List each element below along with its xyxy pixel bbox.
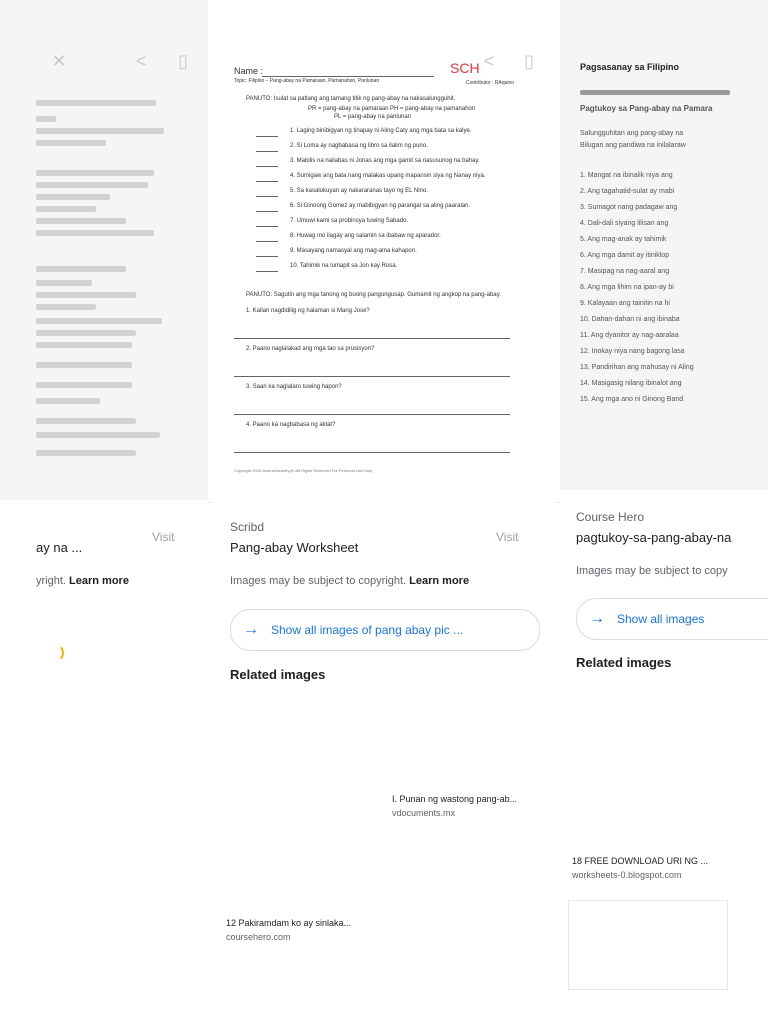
worksheet-school-logo: SCH: [450, 60, 480, 76]
loading-spinner-icon: [46, 644, 64, 662]
center-learn-more-link[interactable]: Learn more: [409, 575, 470, 587]
worksheet-item: 6. Si Ginoong Gomez ay mabibigyan ng parangal sa aling paaralan.: [290, 203, 471, 209]
related-source[interactable]: vdocuments.mx: [392, 808, 456, 818]
worksheet-contributor: Contributor : RAquino: [466, 80, 515, 86]
show-all-label: Show all images of pang abay pic ...: [271, 623, 464, 637]
center-copyright-text: [230, 575, 469, 587]
worksheet-item: 10. Tahimik na lumapit sa Jon kay Rosa.: [290, 263, 398, 269]
right-worksheet-line: 7. Masipag na nag-aaral ang: [580, 268, 670, 275]
worksheet-item: 9. Masayang namasyal ang mag-ama kahapon.: [290, 248, 417, 254]
right-result-title[interactable]: pagtukoy-sa-pang-abay-na: [576, 530, 732, 545]
worksheet-topic: Topic: Filipino – Pang-abay na Pamaraan, Pamanahon, Panlunan: [234, 78, 380, 84]
close-icon[interactable]: ✕: [51, 51, 67, 71]
center-result-title[interactable]: Pang-abay Worksheet: [230, 540, 359, 555]
bookmark-icon[interactable]: ▯: [524, 51, 534, 71]
worksheet-item: 7. Umuwi kami sa probinsya tuwing Sabado.: [290, 218, 409, 224]
center-source-name[interactable]: Scribd: [230, 520, 265, 534]
right-source-name[interactable]: Course Hero: [576, 510, 645, 524]
worksheet-item: 4. Sumigaw ang bata nang malakas upang mapansin siya ng Nanay niya.: [290, 173, 486, 179]
right-worksheet-line: 14. Masigasig nilang ibinalot ang: [580, 380, 682, 387]
show-all-label: Show all images: [617, 612, 705, 626]
worksheet-document: [230, 58, 540, 478]
worksheet-footer: Copyright 2020 www.schoolcity.ph All Rights Reserved For Personal Use Only: [234, 468, 373, 473]
left-preview-image[interactable]: [0, 0, 208, 500]
related-source[interactable]: coursehero.com: [226, 932, 291, 942]
right-worksheet-line: 9. Kalayaan ang tainitin na hi: [580, 300, 670, 307]
right-worksheet-document: [580, 62, 768, 482]
related-source[interactable]: worksheets-0.blogspot.com: [572, 870, 682, 880]
center-copyright-prefix: Images may be subject to copyright.: [230, 575, 407, 587]
center-visit-link[interactable]: Visit: [496, 530, 519, 544]
worksheet-legend-ph: PH = pang-abay na pamanahon: [390, 106, 476, 112]
worksheet-name-label: Name :: [234, 66, 264, 76]
arrow-right-icon: →: [589, 610, 605, 627]
right-worksheet-line: 2. Ang tagahatid-sulat ay mabi: [580, 188, 675, 195]
related-caption[interactable]: 18 FREE DOWNLOAD URI NG ...: [572, 856, 709, 866]
related-images-heading: Related images: [576, 655, 672, 670]
worksheet-item: 3. Mabilis na nailabas ni Jonas ang mga gamit sa nasusunog na bahay.: [290, 158, 480, 164]
worksheet-question: 4. Paano ka nagbabasa ng aklat?: [246, 422, 336, 428]
right-worksheet-line: 8. Ang mga lihim na ipan-ay bi: [580, 284, 674, 291]
right-worksheet-line: 12. Inokay niya nang bagong lasa: [580, 348, 685, 355]
right-worksheet-line: 13. Pandirihan ang mahusay ni Aling: [580, 364, 694, 371]
share-icon[interactable]: <: [135, 51, 147, 71]
left-learn-more-link[interactable]: Learn more: [69, 575, 129, 587]
worksheet-question: 2. Paano naglalakad ang mga tao sa prusisyon?: [246, 346, 375, 352]
worksheet-item: 5. Sa kasalukuyan ay nakararanas tayo ng EL Nino.: [290, 188, 428, 194]
worksheet-item: 8. Huwag mo ilagay ang salamin sa ibabaw ng aparador.: [290, 233, 441, 239]
right-show-all-images-button[interactable]: [576, 598, 768, 640]
worksheet-item: 2. Si Loma ay nagbabasa ng libro sa ilalim ng puno.: [290, 143, 428, 149]
worksheet-instructions-2: PANUTO: Sagutin ang mga tanong ng buong pangungusap. Gumamit ng angkop na pang-abay.: [246, 292, 501, 298]
right-worksheet-line: 4. Dali-dali siyang lilisan ang: [580, 220, 669, 227]
right-preview-image[interactable]: [560, 0, 768, 490]
right-worksheet-line: 15. Ang mga ano ni Ginong Band: [580, 396, 684, 403]
show-all-images-button[interactable]: [230, 609, 540, 651]
left-visit-link[interactable]: Visit: [152, 530, 175, 544]
left-copyright-text: [36, 575, 129, 587]
center-preview-image[interactable]: [214, 0, 554, 500]
share-icon[interactable]: <: [483, 51, 495, 71]
related-images-heading: Related images: [230, 667, 326, 682]
right-worksheet-title: Pagsasanay sa Filipino: [580, 62, 680, 72]
bookmark-icon[interactable]: ▯: [178, 51, 188, 71]
worksheet-instructions-1: PANUTO: Isulat sa patlang ang tamang titik ng pang-abay na nakasalungguhit.: [246, 96, 456, 102]
worksheet-legend-pr: PR = pang-abay na pamaraan: [308, 106, 389, 112]
right-worksheet-line: 10. Dahan-dahan ni ang ibinaba: [580, 316, 680, 323]
center-result-panel[interactable]: [214, 0, 554, 1024]
related-caption[interactable]: 12 Pakiramdam ko ay sinlaka...: [226, 918, 352, 928]
worksheet-legend-pl: PL = pang-abay na panlunan: [334, 114, 412, 120]
right-worksheet-line: Salungguhitan ang pang-abay na: [580, 130, 684, 137]
right-result-panel[interactable]: [560, 0, 768, 1024]
related-thumb[interactable]: [568, 900, 728, 990]
related-caption[interactable]: I. Punan ng wastong pang-ab...: [392, 794, 518, 804]
right-worksheet-line: 11. Ang dyanitor ay nag-aaralaa: [580, 332, 679, 339]
right-worksheet-line: 1. Mangat na ibinalik niya ang: [580, 172, 673, 179]
right-copyright-text: Images may be subject to copy: [576, 565, 728, 577]
right-worksheet-line: 5. Ang mag-anak ay tahimik: [580, 236, 667, 243]
right-worksheet-line: Bilugan ang pandiwa na inilalaraw: [580, 142, 686, 149]
worksheet-item: 1. Laging binibigyan ng tinapay ni Aling Caty ang mga bata sa kalye.: [290, 128, 472, 134]
worksheet-question: 1. Kailan nagdidilig ng halaman si Mang Jose?: [246, 308, 370, 314]
worksheet-question: 3. Saan ka naglalaro tuwing hapon?: [246, 384, 342, 390]
right-worksheet-subtitle: Pagtukoy sa Pang-abay na Pamara: [580, 104, 713, 113]
right-worksheet-line: 6. Ang mga damit ay itiniklop: [580, 252, 670, 259]
right-worksheet-line: 3. Sumagot nang padagaw ang: [580, 204, 678, 211]
arrow-right-icon: →: [243, 621, 259, 638]
left-copyright-prefix: yright.: [36, 575, 66, 587]
left-result-panel[interactable]: [0, 0, 208, 1024]
left-result-title[interactable]: ay na ...: [36, 540, 83, 555]
